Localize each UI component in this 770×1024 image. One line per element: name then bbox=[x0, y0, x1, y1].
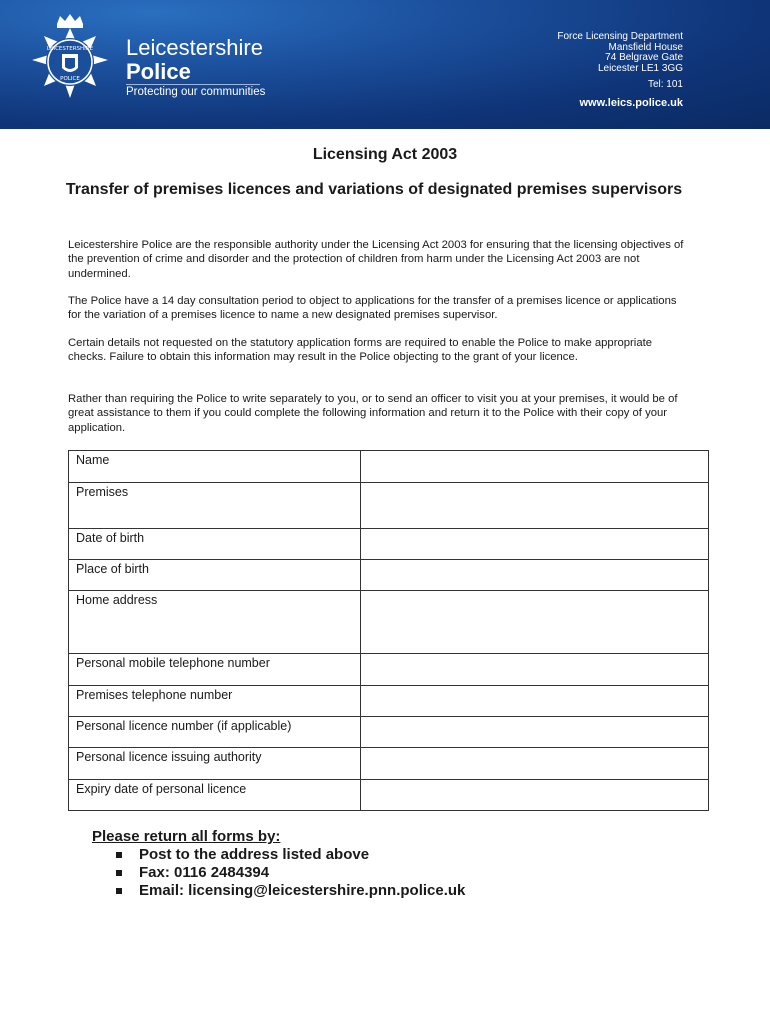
return-title: Please return all forms by: bbox=[92, 828, 281, 845]
list-item bbox=[92, 864, 465, 882]
crest-text-bottom: POLICE bbox=[60, 76, 80, 82]
form-label: Place of birth bbox=[69, 560, 361, 591]
return-email[interactable]: Email: licensing@leicestershire.pnn.police.uk bbox=[139, 882, 466, 899]
form-label: Expiry date of personal licence bbox=[69, 780, 361, 811]
form-label: Personal mobile telephone number bbox=[69, 654, 361, 686]
address-line: Leicester LE1 3GG bbox=[597, 62, 683, 74]
form-row bbox=[69, 560, 709, 591]
return-fax: Fax: 0116 2484394 bbox=[139, 864, 270, 881]
brand-divider bbox=[126, 84, 260, 85]
form-row bbox=[69, 686, 709, 717]
form-label: Name bbox=[69, 451, 361, 483]
home-address-field[interactable] bbox=[361, 591, 709, 654]
expiry-date-field[interactable] bbox=[361, 780, 709, 811]
form-row bbox=[69, 591, 709, 654]
mobile-phone-field[interactable] bbox=[361, 654, 709, 686]
intro-paragraph: Leicestershire Police are the responsible authority under the Licensing Act 2003 for ensuring that the licensing objectives of the prevention of crime and disorder and the protection of children from harm under the Licensing Act 2003 are not undermined. bbox=[68, 239, 684, 280]
premises-phone-field[interactable] bbox=[361, 686, 709, 717]
bullet-square-icon bbox=[116, 870, 122, 876]
list-item bbox=[92, 846, 465, 864]
bullet-square-icon bbox=[116, 888, 122, 894]
premises-field[interactable] bbox=[361, 483, 709, 529]
contact-address-block bbox=[557, 32, 683, 108]
form-label: Premises bbox=[69, 483, 361, 529]
details-paragraph: Certain details not requested on the statutory application forms are required to enable the Police to make appropriate checks. Failure to obtain this information may result in the Police objecting to the grant of your licence. bbox=[68, 337, 653, 364]
brand-tagline: Protecting our communities bbox=[126, 86, 266, 98]
address-line: Mansfield House bbox=[608, 41, 683, 53]
website-link[interactable]: www.leics.police.uk bbox=[579, 96, 683, 109]
name-field[interactable] bbox=[361, 451, 709, 483]
form-row bbox=[69, 654, 709, 686]
return-methods-list bbox=[92, 846, 465, 900]
consultation-paragraph: The Police have a 14 day consultation period to object to applications for the transfer of a premises licence or applications for the variation of a premises licence to name a new designated premises supervisor. bbox=[68, 295, 677, 322]
form-label: Personal licence number (if applicable) bbox=[69, 717, 361, 748]
address-line: Force Licensing Department bbox=[557, 31, 683, 42]
place-of-birth-field[interactable] bbox=[361, 560, 709, 591]
form-row bbox=[69, 717, 709, 748]
form-row bbox=[69, 483, 709, 529]
licence-number-field[interactable] bbox=[361, 717, 709, 748]
brand-name: Leicestershire bbox=[126, 35, 263, 60]
date-of-birth-field[interactable] bbox=[361, 529, 709, 560]
crest-text-top: LEICESTERSHIRE bbox=[46, 46, 94, 52]
form-label: Date of birth bbox=[69, 529, 361, 560]
document-title: Licensing Act 2003 bbox=[312, 146, 458, 163]
bullet-square-icon bbox=[116, 852, 122, 858]
issuing-authority-field[interactable] bbox=[361, 748, 709, 780]
address-line: 74 Belgrave Gate bbox=[605, 52, 683, 63]
police-crest-logo bbox=[24, 14, 116, 114]
return-instructions bbox=[92, 828, 465, 900]
brand-police: Police bbox=[126, 59, 191, 84]
request-paragraph: Rather than requiring the Police to write separately to you, or to send an officer to visit you at your premises, it would be of great assistance to them if you could complete the following information and return it to the Police with their copy of your application. bbox=[68, 393, 678, 434]
return-post: Post to the address listed above bbox=[139, 846, 370, 863]
form-row bbox=[69, 780, 709, 811]
header-banner bbox=[0, 0, 770, 129]
form-label: Premises telephone number bbox=[69, 686, 361, 717]
form-row bbox=[69, 451, 709, 483]
form-row bbox=[69, 748, 709, 780]
form-label: Personal licence issuing authority bbox=[69, 748, 361, 780]
form-row bbox=[69, 529, 709, 560]
applicant-details-form bbox=[68, 450, 709, 811]
telephone: Tel: 101 bbox=[647, 79, 683, 90]
list-item bbox=[92, 882, 465, 900]
document-subtitle: Transfer of premises licences and variations of designated premises supervisors bbox=[65, 181, 683, 198]
form-label: Home address bbox=[69, 591, 361, 654]
